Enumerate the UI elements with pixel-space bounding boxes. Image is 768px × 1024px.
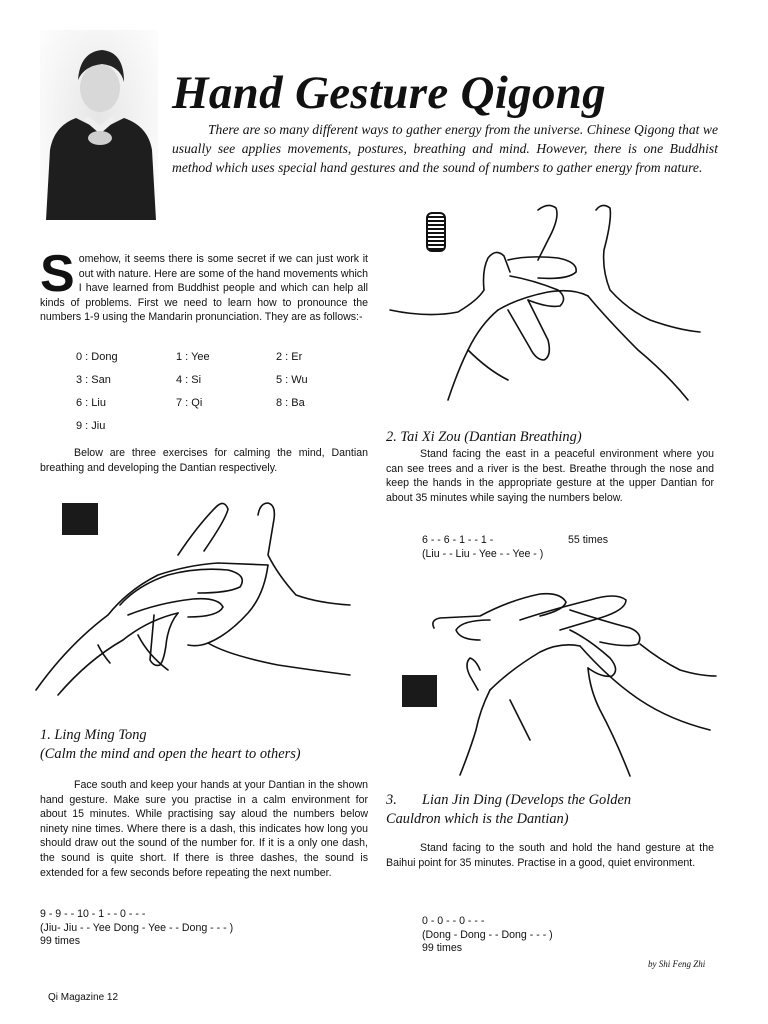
hand-gesture-illustration-1	[28, 495, 358, 705]
intro-paragraph: There are so many different ways to gather energy from the universe. Chinese Qigong that we usually see applies movements, postures, breathing and mind. However, there is one Buddhist method which uses special hand gestures and the sound of numbers to gather energy from nature.	[172, 122, 718, 175]
number-cell: 6 : Liu	[76, 397, 106, 409]
number-cell: 9 : Jiu	[76, 420, 106, 432]
exercise2-heading: 2. Tai Xi Zou (Dantian Breathing)	[386, 429, 582, 445]
exercise2-number-sequence: 6 - - 6 - 1 - - 1 -	[422, 534, 494, 546]
exercise3-number-sequence: 0 - 0 - - 0 - - -	[422, 915, 485, 927]
author-photo	[40, 30, 158, 220]
exercise3-sequence-block	[422, 915, 553, 956]
number-row	[76, 374, 376, 397]
exercise3-instructions: Stand facing to the south and hold the hand gesture at the Baihui point for 35 minutes. Practise in a good, quiet environment.	[386, 842, 714, 869]
exercise1-repetitions: 99 times	[40, 935, 81, 947]
exercise1-number-sequence: 9 - 9 - - 10 - 1 - - 0 - - -	[40, 908, 146, 920]
number-row	[76, 397, 376, 420]
number-cell: 8 : Ba	[276, 397, 305, 409]
exercise3-title: Lian Jin Ding (Develops the Golden	[422, 792, 632, 808]
opening-text: omehow, it seems there is some secret if we can just work it out with nature. Here are some of the hand movements which I have learned from Buddhist people and which can help all kinds of problems. First we need to learn how to pronounce the numbers 1-9 using the Mandarin pronunciation. They are as follows:-	[40, 253, 368, 324]
exercise3-heading	[386, 791, 631, 829]
drop-cap: S	[40, 245, 75, 303]
exercise1-sound-sequence: (Jiu- Jiu - - Yee Dong - Yee - - Dong - - - )	[40, 921, 234, 934]
number-pronunciation-table	[76, 351, 376, 443]
exercise3-sound-sequence: (Dong - Dong - - Dong - - - )	[422, 928, 553, 941]
exercise2-sound-sequence: (Liu - - Liu - Yee - - Yee - )	[422, 548, 544, 560]
hand-gesture-illustration-2	[388, 200, 718, 405]
page-footer: Qi Magazine 12	[48, 992, 119, 1003]
number-row	[76, 351, 376, 374]
exercises-intro: Below are three exercises for calming the mind, Dantian breathing and developing the Dantian respectively.	[40, 447, 368, 474]
number-cell: 4 : Si	[176, 374, 202, 386]
number-cell: 1 : Yee	[176, 351, 210, 363]
opening-paragraph	[40, 245, 368, 325]
number-cell: 2 : Er	[276, 351, 303, 363]
number-row	[76, 420, 376, 443]
hand-gesture-illustration-3	[420, 580, 720, 780]
exercise2-instructions: Stand facing the east in a peaceful environment where you can see trees and a river is the best. Breathe through the nose and keep the hands in the appropriate gesture at the upper Dantian for about 35 minutes while saying the numbers below.	[386, 448, 714, 504]
number-cell: 7 : Qi	[176, 397, 203, 409]
exercise1-subtitle: (Calm the mind and open the heart to others)	[40, 746, 301, 762]
exercise1-instructions: Face south and keep your hands at your Dantian in the shown hand gesture. Make sure you practise in a calm environment for about 15 minutes. While practising say aloud the numbers below ninety nine times. Where there is a dash, this indicates how long you should draw out the sound of the number for. If it is a only one dash, the sound is quite short. If there is three dashes, the sound is extended for a few seconds before repeating the next number.	[40, 779, 368, 879]
exercise2-repetitions: 55 times	[568, 534, 609, 546]
exercise1-title: 1. Ling Ming Tong	[40, 727, 147, 743]
author-credit: by Shi Feng Zhi	[648, 959, 706, 969]
number-cell: 0 : Dong	[76, 351, 118, 363]
page-title: Hand Gesture Qigong	[172, 67, 606, 119]
number-cell: 3 : San	[76, 374, 111, 386]
exercise3-subtitle: Cauldron which is the Dantian)	[386, 811, 569, 827]
exercise3-repetitions: 99 times	[422, 942, 463, 954]
exercise3-number: 3.	[386, 792, 397, 808]
number-cell: 5 : Wu	[276, 374, 308, 386]
exercise1-heading	[40, 726, 301, 764]
exercise1-sequence-block	[40, 908, 233, 949]
exercise3-heading-line1	[386, 791, 631, 810]
